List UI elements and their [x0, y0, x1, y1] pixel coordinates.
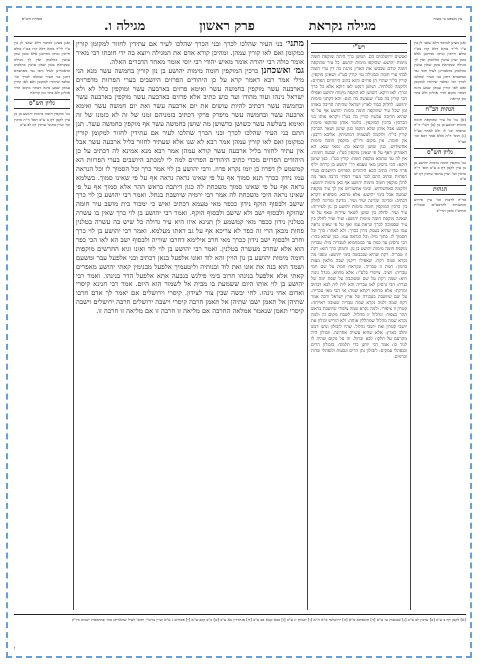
left-margin-heading: גליון הש"ס: [14, 99, 70, 109]
left-margin-text-2: גמ' מוקפין חומה מימות יהושע בן נון עיין לקמן דף ב ע"ב תוס' ד"ה כרכין וכו' ועיין בתוס' ערכין דף לב ע"ב: [14, 110, 70, 128]
talmud-page: [14, 12, 466, 652]
rashi-text: ואנשים ירושלמים הם. ושושן כרך היתה ומוקפת חומה מימות יהושע: שהוקפו מימות יהושע. כל עיר שהוקפה חומה קודם שכבשו את הארץ נוהגת בה דין ערי חומה לבתי ערי חומה ובמגילה נמי קורין בט"ו: ושאינן מוקפין. קורין בי"ד שהרי הן פרזים והוא כתוב היהודים הפרזים: ולוקמה למלתיה. ושושן דנקט לאו דוקא אלא כל כרך וכרך: לאו דוקא. דשושן לא הוקפה מימות יהושע ואפילו הכי קורין בה בט"ו שנעשה בה הנס: והא דקתני מימות יהושע. לחלוק כבוד לארץ ישראל שהיתה חריבה באותו זמן שכל עיר שהוקפה חומה בימות יהושע אף על פי שהיא חריבה עכשיו קורין בה בט"ו ויקראו אותו בני הכרכין: כרכין המוקפין. כלומר אותן שהוקפו מימות יהושע אבל אותן שלא הוקפו כגון שושן ושאר הכרכין קורין בי"ד: ולוקמה לטעמיה דמתניתין. אליבא דרבנן: אין חומה. אין מקום ודו"ק: מוקפין חומה מימות אחשורוש. כגון שושן וכיוצא בה: ומאי שנא. הא דאמרינן דאף על פי שאינן מוקפין בט"ו: שבעה חומות. אין לה עד שתהא מוקפת חומה: קורין בט"ו. כגון שושן דוקא: הכי גרסינן מאי טעמא דר' יהושע בן קרחה יליף פרזי פרזי: כתיב הכא היהודים הפרזים היושבים בערי הפרזות וכתיב התם לבד מערי הפרזי הרבה מאד מה להלן מוקפין חומה מימות יהושע אף כאן מימות יהושע: ולוקמה כאחשורוש. ובימי אחשורוש אין לך עיר מוקפת שמטה אבל בימי יהושע: אלא מהכא. מסיפרא דקרא דכתיב: ומדינה ומדינה ועיר ועיר. מדינה ומדינה לחלק בין כרכין המוקפין חומה מימות יהושע בן נון לעיירות: עיר ועיר. לחלק בין שושן לשאר עיירות שאף על פי שאינה מוקפת חומה מימות יהושע: ועיר ועיר לחלק בין עיר שסמוכה לכרך ונראה עמו ואף על פי שאינו נראה עמו כגון שהיא בעמק נידון ככרך. ולא לאחר: כרך וכל הסמוך לו. בתוך מיל: וכל הנראה עמו. כגון שהוא בהר: הכי גרסינן עד כמה עד כממחמיא לטבריה מיל: טבריה מוקפת חומה מימות יהושע בן נון. וחמתן כרך הוא: רקת זו טבריה. רקת שהיא שנכבשה בימי יהושע: ומפני מה נקרא שמה רקת. שאפילו ריקנין שבה מלאין מצות כרמון: חמת זו טבריה. ונקראת חמת על שם חמי טבריה: ויציב. צייפרי בלע"ז: אלא מחוזא. מגדל נינוה היא: שמה רקת על שם ששוכבת על שפת ימה של כנרת: הכי גרסינן לאו טבריה והא לית ליה לבא דכתיב ומרקת: אלא מחוזא רקתא שמה: אי הכי מאי טבריה. על שם שיושבת בטבורה של ארץ ישראל ורבה אמר רקת שמה ולמה נקרא שמה טבריה שטובה ראייתה: קטרון זו ציפורי. ולמה נקרא שמה ציפורי שיושבת בראש ההר כצפור: ונהלול זו מהלול. לשבח מקום זה ולמה נקרא שמה מהלול שמהללין אותה: ולא הוריש זבולון את יושבי קטרון ואת יושבי נהלול. שהיו לזבולון ונתנו דבש וחלב כארץ: אלא שהיא עשויה אחרונה. וזבולון היה מתרעם על חלקו: לבא ובחול. זה על מקום שהיה לו לגור בו: אמר רבי יוחנן כדי תלמוד: בזבולון הרים ובנפתלי עמקים: לזבולון נתן הרים וגבעות ולנפתלי שדות וכרמים.: [311, 55, 407, 360]
margin-block-2: (א) גמ' כל עיר שהוקפה חומה מימות יהושע בן נון (ב) רש"י ד"ה ונחמיה וכו' לו ולא לאחר כצ"ל (ג) תוס' ד"ה אלא אמר רבא וכו' כצ"ל: [414, 116, 466, 144]
header-rule: [14, 36, 466, 37]
page-number: ו: [14, 646, 16, 652]
gemara-title: גמ׳: [293, 65, 304, 76]
margin-divider-right: [410, 40, 411, 610]
rashi-divider: [307, 40, 308, 610]
rashi-heading: רש"י: [311, 43, 407, 53]
folio-number: ו.: [104, 19, 112, 34]
gemara-divider-left: [73, 40, 74, 610]
chapter-title: פרק ראשון: [199, 19, 255, 34]
page-header: [14, 14, 466, 36]
mishnah-block: [76, 40, 304, 67]
gemara-column: [76, 40, 304, 610]
mesoret-hashas-label: מסורת הש"ס: [21, 16, 43, 21]
gemara-block: [76, 67, 304, 316]
footer-tail-text: ועיין ברש"י ותוס' לעיל שהאריכו בזה ובתוספות ישנים ודו"ק: [71, 617, 163, 622]
footer-notes: [14, 617, 466, 647]
margin-block-3: גמ' מוקפין חומה מימות יהושע בן נון עיין לקמן דף ב ע"ב תוס' ד"ה כרכין וכו' ועיין בתוס' ערכין דף לב ע"ב: [414, 159, 466, 182]
ein-mishpat-label: עין משפט נר מצוה: [433, 16, 463, 21]
tractate-title-right: מגילה נקראת: [308, 19, 376, 34]
mishnah-title: מתני׳: [285, 40, 304, 49]
margin-heading-hagahot: הגהות הב"ח: [414, 105, 466, 115]
header-titles: [104, 18, 376, 34]
margin-block-1: ואנן מצינן למימר דלא שאני לן בין ט"ו לי"ד מהא דלא קרו בט"ו כולם חייבין ומיהו מדרבנן אלא בזמן שהן עושין כהלכתן ואין לך מגילה שנקראת בזמן שאין עושין כהלכתן כדאמרינן לעיל והכי נמי מסתברא דתנן בני העיר שהלכו לכרך וכו' ובלבד שיחזרו למקומן ואם לאו קורין עמהן שמע מינה דבתר מקום הדר אזלינן ולא בתר זמן קריאה: [414, 40, 466, 101]
left-margin-column: [14, 40, 70, 610]
tractate-title-left: מגילה ו.: [104, 19, 146, 34]
rashi-column: [311, 40, 407, 610]
margin-heading-3: הגהות: [414, 185, 466, 195]
mishnah-text: בני העיר שהלכו לכרך ובני הכרך שהלכו לעיר אם עתידין לחזור למקומן קורין כמקומן ואם לאו קורין עמהן. ומהיכן קורא אדם את המגילה ויוצא בה ידי חובתו רבי מאיר אומר כולה רבי יהודה אומר מאיש יהודי רבי יוסי אומר מאחר הדברים האלה.: [76, 40, 304, 66]
footer-notes-text: [א] לקמן דף ב ע"ב [ב] ערכין לב ע"ב [ג] שבועות טז ע"א [ד] תוספתא פ"א [ה] ירושלמי פ"א ה"א [ו] יבמות יג ע"ב [ז] בבא קמא פב ע"ב [ח] סנהדרין כא ע"ב [ט] ב"ב קכב ע"א [י] פסחים ג ע"א: [164, 617, 466, 622]
right-margin-column: [414, 40, 466, 610]
left-margin-text: ואנן מצינן למימר דלא שאני לן בין ט"ו לי"ד מהא דלא קרו בט"ו כולם חייבין ומיהו מדרבנן אלא בזמן שהן עושין כהלכתן ואין לך מגילה שנקראת בזמן שאין עושין כהלכתן כדאמרינן לעיל והכי נמי מסתברא דתנן בני העיר שהלכו לכרך וכו' ובלבד שיחזרו למקומן ואם לאו קורין עמהן שמע מינה דבתר מקום הדר אזלינן ולא בתר זמן קריאה: [14, 40, 70, 96]
margin-heading-gilyon: גליון הש"ס: [414, 148, 466, 158]
footer-rule: [14, 614, 466, 615]
margin-block-4: בד"ה לרבות וכו' עיין פירוש המשניות להרמב"ם ובשו"ת הרדב"ז סימן תרי"ב: [414, 196, 466, 214]
gemara-text: כרכין המוקפין חומה מימות יהושע בן נון קורין בחמשה עשר מנא הני מילי אמר רבא דאמר קרא על כן היהודים הפרזים היושבים בערי הפרזות מדפרזים בארבעה עשר מוקפין בחמשה עשר ואימא פרזים בארבעה עשר ומוקפין כלל לא ולא ישראל נינהו ועוד מהודו ועד כוש כתיב אלא פרזים בארבעה עשר מוקפין בארבעה עשר ובחמשה עשר דכתיב להיות עושים את יום ארבעה עשר ואת יום חמשה עשר ואימא ארבעה עשר ובחמשה עשר מיפרק פרקי דכתיב בזמניהם זמנו של זה לא כזמנו של זה ואימא בשלשה עשר כשושן כדשושן מה שושן בחמשה עשר אף מוקפין בחמשה עשר. תנן התם בני העיר שהלכו לכרך ובני הכרך שהלכו לעיר אם עתידין לחזור למקומן קורין כמקומן ואם לאו קורין עמהן אמר רבא לא שנו אלא שעתיד לחזור בליל ארבעה עשר אבל אין עתיד לחזור בליל ארבעה עשר קורא עמהן אמר רבא מנא אמינא לה דכתיב על כן היהודים הפרזים מכדי כתיב היהודים הפרזים למה לי למכתב היושבים בערי הפרזות הא קמשמע לן דפרוז בן יומו נקרא פרוז. ורבי יהושע בן לוי אמר כרך וכל הסמוך לו וכל הנראה עמו נידון ככרך תנא סמוך אף על פי שאינו נראה נראה אף על פי שאינו סמוך. בשלמא נראה אף על פי שאינו סמוך משכחת לה כגון דיתבה בראש ההר אלא סמוך אף על פי שאינו נראה היכי משכחת לה אמר רבי ירמיה שיושבת בנחל. ואמר רבי יהושע בן לוי כרך שישב ולבסוף הוקף נידון ככפר מאי טעמא דכתיב ואיש כי ימכור בית מושב עיר חומה שהוקף ולבסוף ישב ולא שישב ולבסוף הוקף. ואמר רבי יהושע בן לוי כרך שאין בו עשרה בטלנין נידון ככפר מאי קמשמע לן תנינא איזו היא עיר גדולה כל שיש בה עשרה בטלנין פחות מכאן הרי זה כפר לא צריכא אף על גב דאתו מעלמא. ואמר רבי יהושע בן לוי כרך וחרב ולבסוף ישב נידון ככרך מאי חרב אילימא דחרבו שוריה ולבסוף ישב הא לאו הכי כפר הוא אלא שחרב מעשרה בטלנין. ואמר רבי יהושע בן לוי לוד ואונו וגיא החרשים מוקפות חומה מימות יהושע בן נון הויין והא לוד ואונו אלפעל בנאן דכתיב ובני אלפעל עבר ומשעם ושמד הוא בנה את אונו ואת לוד ובנותיה וליטעמיך אלפעל מבנימין קאתי יהושע מאפרים קאתי אלא אלפעל בנינהו חרוב בימי פילגש בגבעה אתא אלפעל הדר בנינהו. ואמר רבי יהושע בן לוי אותו היום ששמעת בו מבית אל לשמור הוא היום. אמר רבי חנינא קיסרי ואדום אחי נינהו. לחי יבשה שבין צור לצידון. קיסרי וירושלים אם יאמר לך אדם חרבו שתיהן אל תאמן ישבו שתיהן אל תאמן חרבה קיסרי וישבה ירושלים חרבה ירושלים וישבה קיסרי תאמן שנאמר אמלאה החרבה אם מליאה זו חרבה זו אם מליאה זו חרבה זו.: [76, 66, 304, 316]
gemara-lead-word: ואשכחנן: [261, 65, 291, 76]
